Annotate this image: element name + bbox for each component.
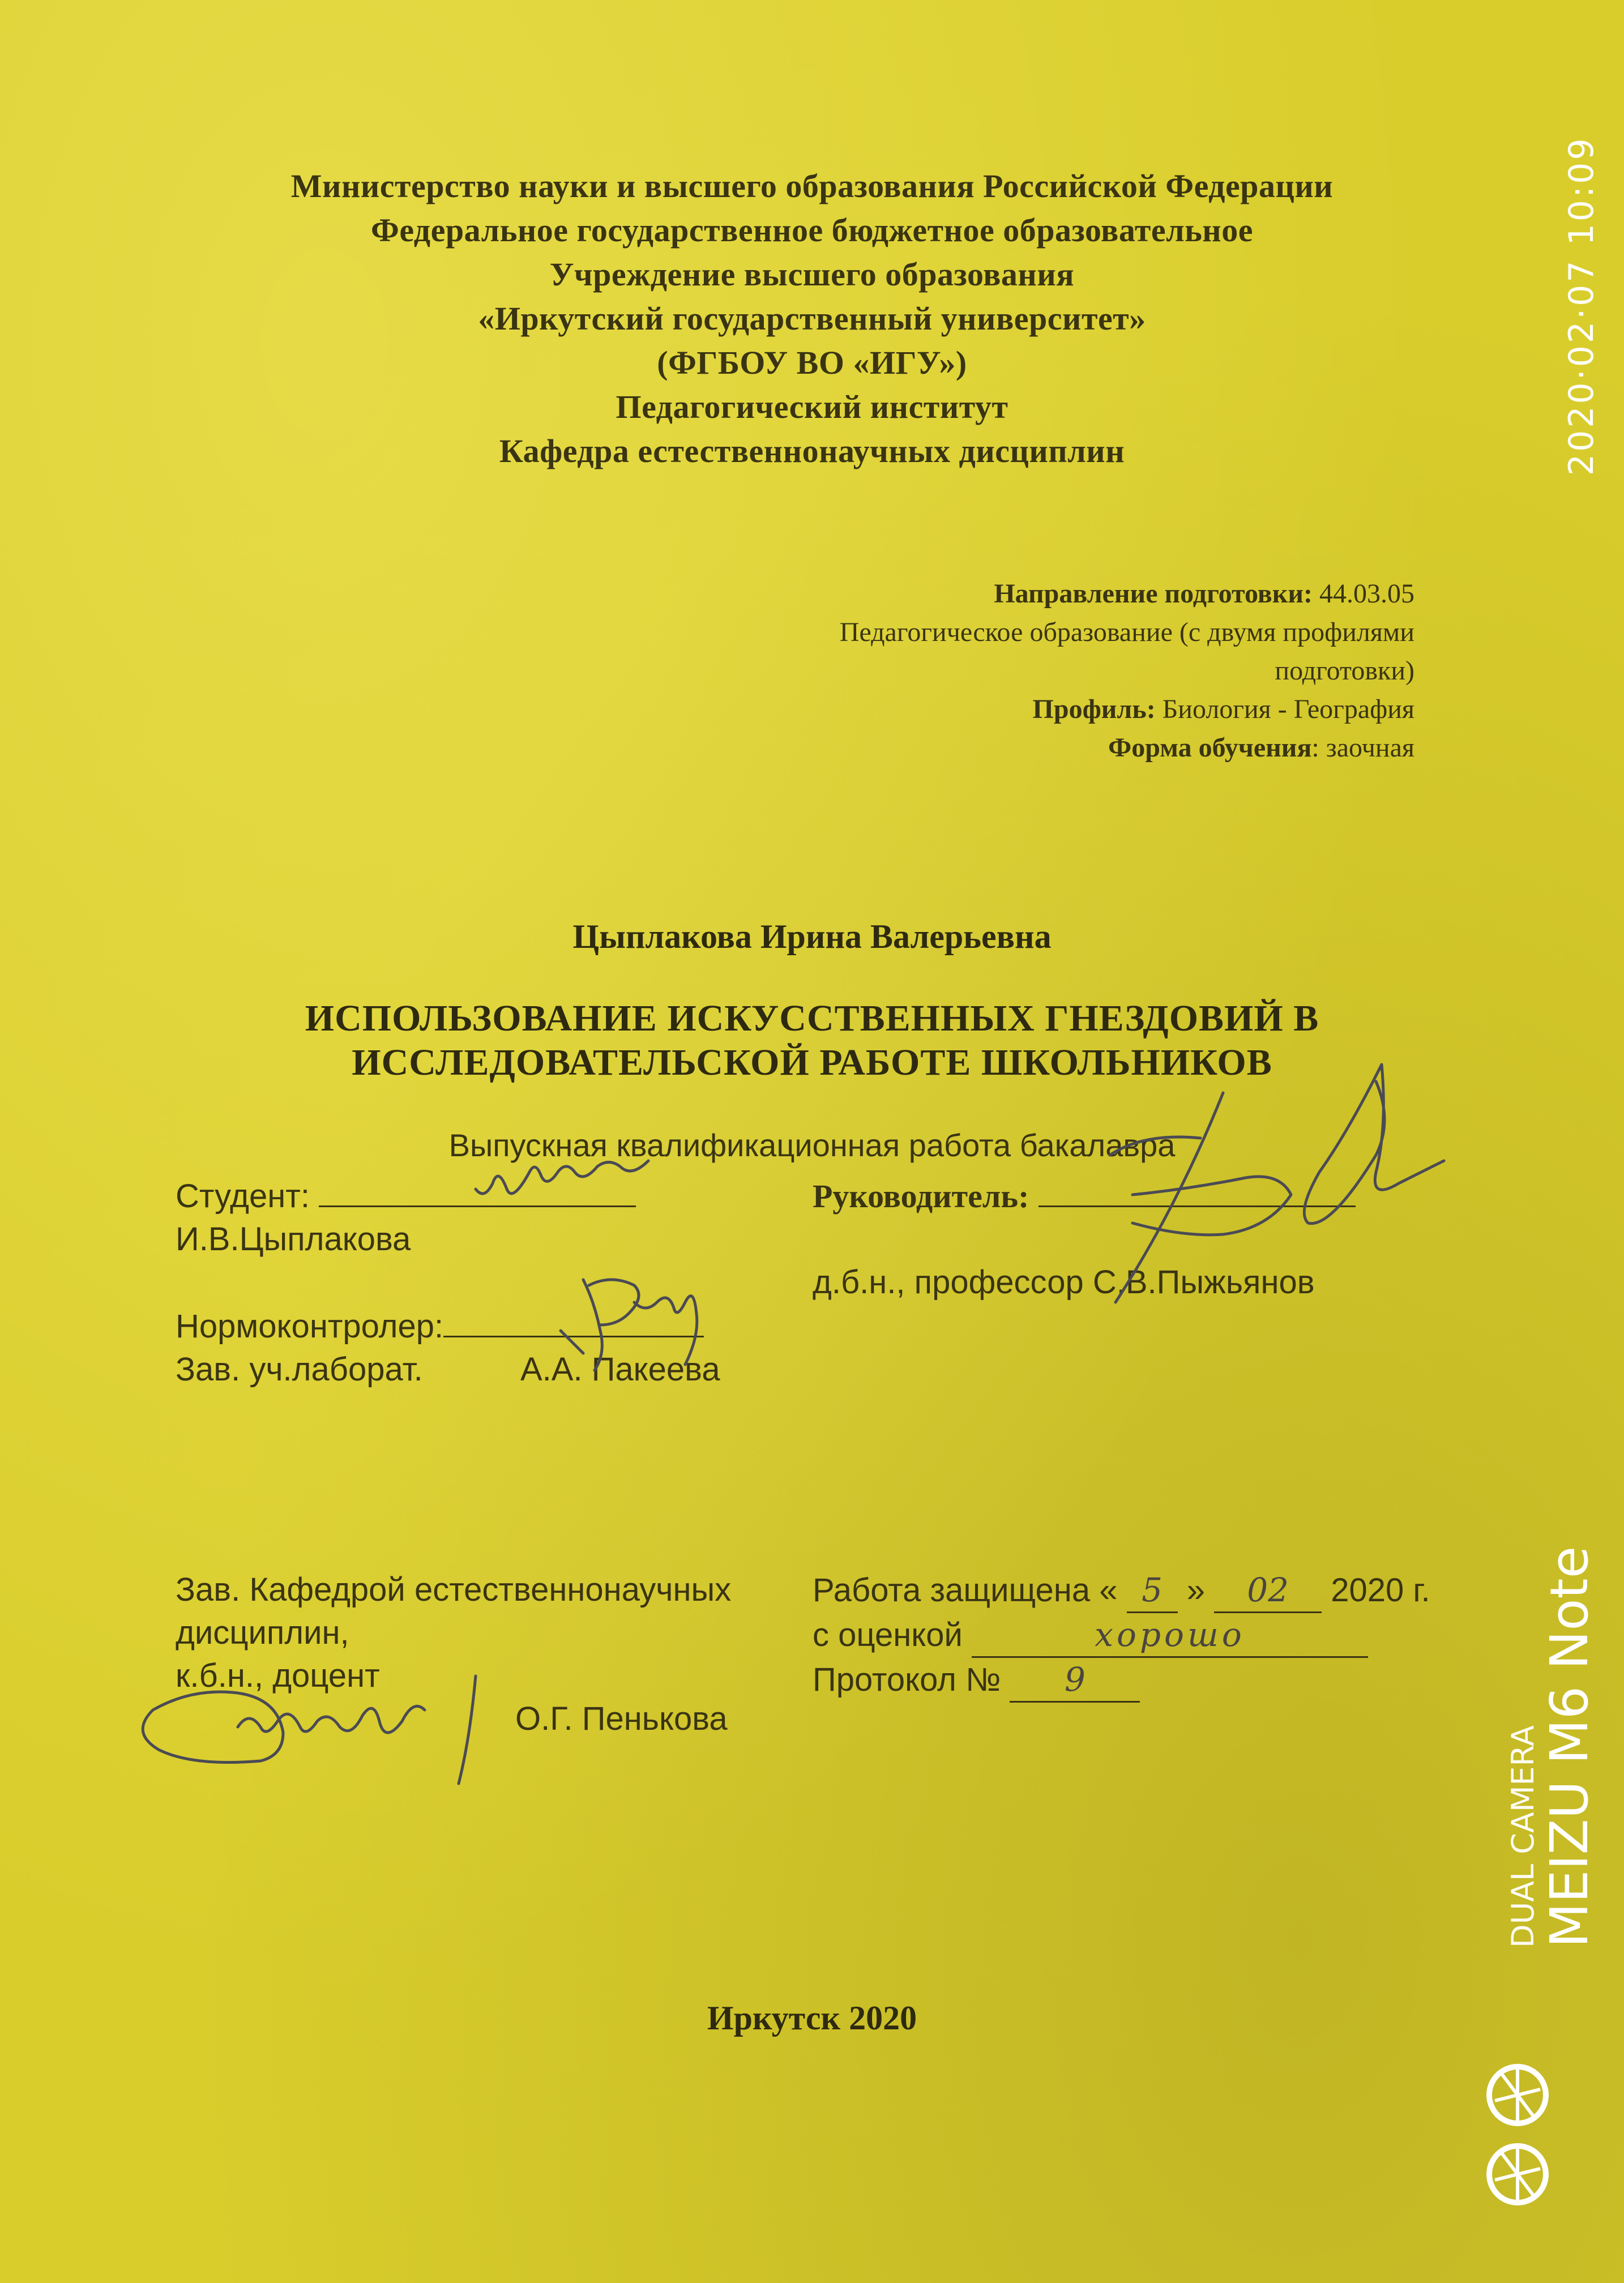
direction-label: Направление подготовки:	[994, 579, 1313, 609]
normocontrol-position: Зав. уч.лаборат.	[176, 1351, 423, 1388]
header-university: «Иркутский государственный университет»	[478, 300, 1146, 337]
defense-label: Работа защищена «	[813, 1572, 1118, 1609]
aperture-icon	[1478, 2061, 1557, 2220]
head-dept-line-2: дисциплин,	[176, 1614, 349, 1651]
profile-label: Профиль:	[1032, 694, 1156, 724]
defense-year: 2020 г.	[1331, 1572, 1430, 1609]
head-dept-line-3: к.б.н., доцент	[176, 1657, 380, 1694]
photo-timestamp: 2020·02·07 10:09	[1562, 136, 1601, 476]
head-dept-signature	[143, 1676, 476, 1784]
defense-quote-close: »	[1186, 1572, 1205, 1609]
student-label: Студент:	[176, 1178, 310, 1215]
header-institute: Педагогический институт	[616, 388, 1008, 425]
grade-label: с оценкой	[813, 1617, 963, 1653]
profile-value: Биология - География	[1162, 694, 1414, 724]
protocol-label: Протокол №	[813, 1661, 1001, 1698]
thesis-title-line-1: ИСПОЛЬЗОВАНИЕ ИСКУССТВЕННЫХ ГНЕЗДОВИЙ В	[305, 998, 1319, 1039]
direction-name-2: подготовки)	[1275, 656, 1414, 686]
student-signature	[476, 1161, 648, 1194]
thesis-title-line-2: ИССЛЕДОВАТЕЛЬСКОЙ РАБОТЕ ШКОЛЬНИКОВ	[352, 1042, 1272, 1083]
normocontrol-name: А.А. Пакеева	[520, 1351, 720, 1388]
defense-month: 02	[1214, 1568, 1322, 1613]
form-label: Форма обучения	[1108, 733, 1312, 763]
defense-day: 5	[1127, 1568, 1178, 1613]
header-institution-level: Учреждение высшего образования	[549, 256, 1075, 293]
supervisor-signature	[1110, 1064, 1444, 1302]
city-year: Иркутск 2020	[707, 1999, 917, 2037]
watermark-sub: DUAL CAMERA	[1505, 1725, 1541, 1948]
protocol-number: 9	[1010, 1658, 1140, 1703]
header-department: Кафедра естественнонаучных дисциплин	[499, 433, 1125, 469]
author-name: Цыплакова Ирина Валерьевна	[572, 918, 1052, 955]
direction-code: 44.03.05	[1319, 579, 1414, 609]
supervisor-label: Руководитель:	[813, 1178, 1029, 1215]
form-value: : заочная	[1311, 733, 1414, 763]
head-dept-line-1: Зав. Кафедрой естественнонаучных	[176, 1571, 732, 1608]
work-type: Выпускная квалификационная работа бакалавра	[448, 1127, 1176, 1163]
head-dept-name: О.Г. Пенькова	[515, 1700, 728, 1737]
header-abbreviation: (ФГБОУ ВО «ИГУ»)	[657, 344, 967, 381]
student-name: И.В.Цыплакова	[176, 1221, 411, 1258]
direction-name-1: Педагогическое образование (с двумя профилями	[839, 617, 1414, 647]
watermark-model: MEIZU M6 Note	[1539, 1546, 1600, 1948]
supervisor-name: д.б.н., профессор С.В.Пыжьянов	[813, 1264, 1315, 1301]
normocontrol-signature	[561, 1280, 697, 1370]
normocontrol-label: Нормоконтролер:	[176, 1308, 444, 1345]
grade-value: хорошо	[972, 1613, 1368, 1658]
header-institution-type: Федеральное государственное бюджетное образовательное	[371, 212, 1253, 249]
header-ministry: Министерство науки и высшего образования Российской Федерации	[290, 168, 1334, 204]
